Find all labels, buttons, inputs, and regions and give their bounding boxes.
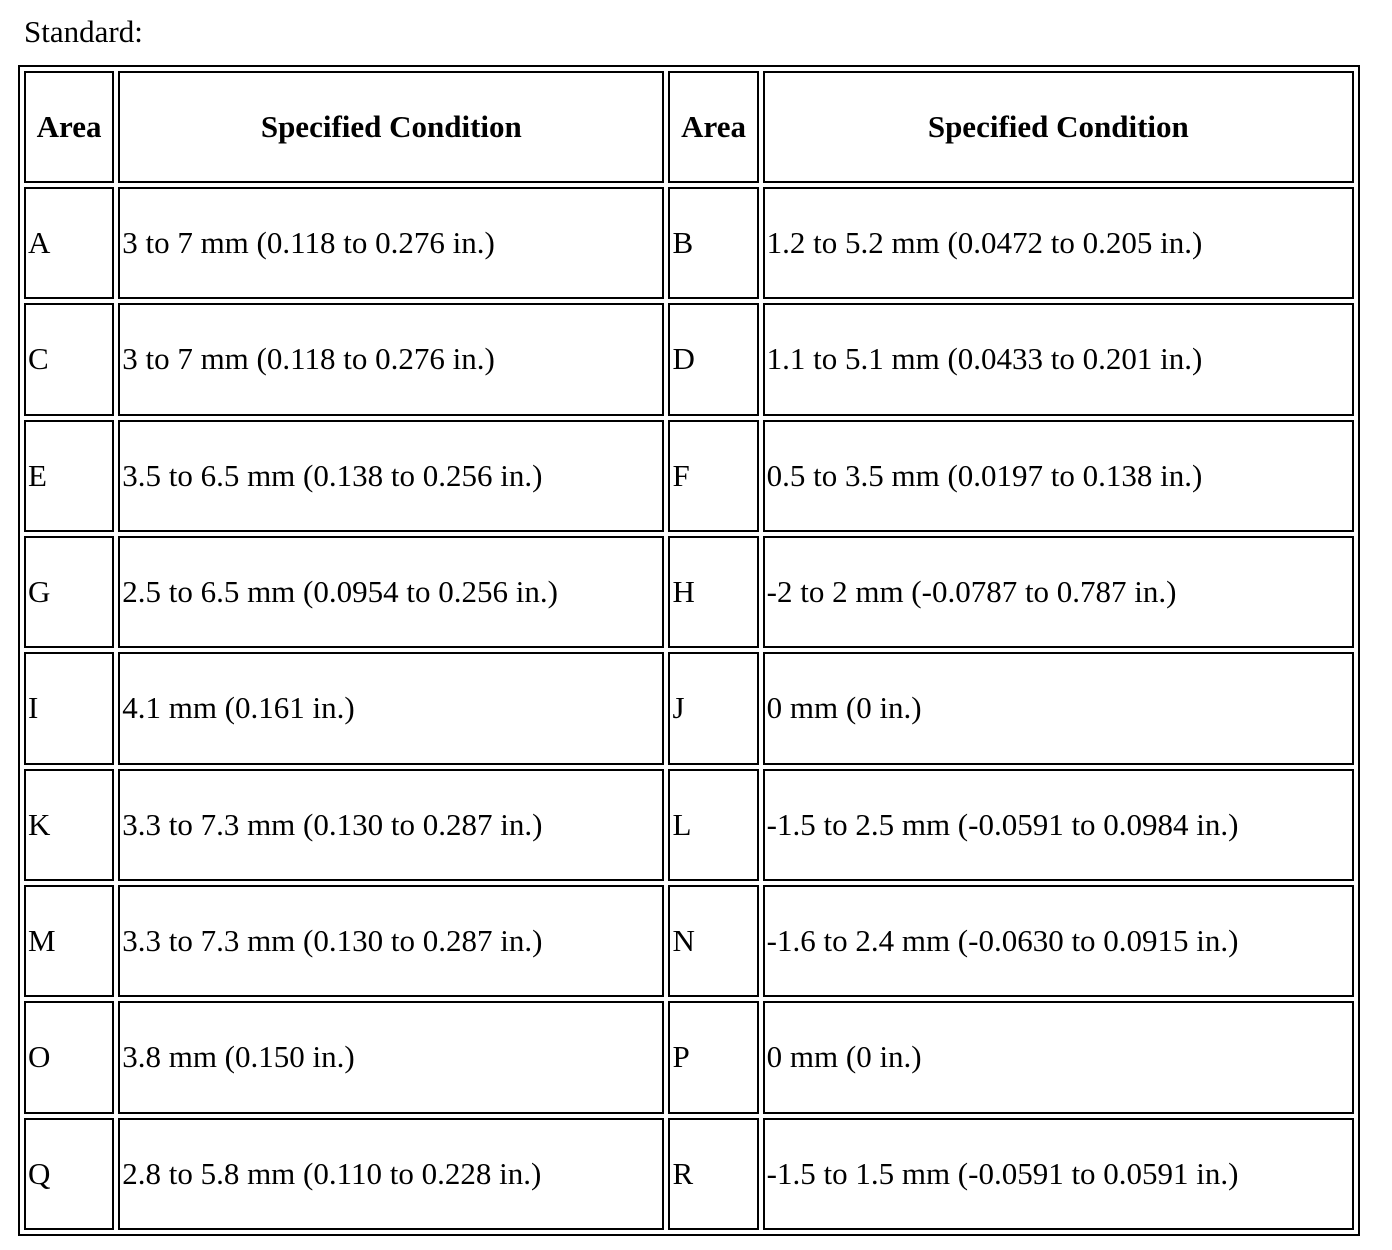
cell-area-left: O [24,1001,114,1113]
cell-condition-right: 0.5 to 3.5 mm (0.0197 to 0.138 in.) [763,420,1354,532]
cell-condition-left: 3.8 mm (0.150 in.) [118,1001,664,1113]
cell-area-left: Q [24,1118,114,1230]
cell-condition-right: 0 mm (0 in.) [763,1001,1354,1113]
table-body [24,187,1354,1230]
cell-condition-left: 3.5 to 6.5 mm (0.138 to 0.256 in.) [118,420,664,532]
cell-area-right: P [668,1001,758,1113]
cell-area-left: I [24,652,114,764]
cell-condition-left: 3 to 7 mm (0.118 to 0.276 in.) [118,303,664,415]
cell-condition-left: 3.3 to 7.3 mm (0.130 to 0.287 in.) [118,769,664,881]
cell-condition-right: -1.5 to 2.5 mm (-0.0591 to 0.0984 in.) [763,769,1354,881]
table-row [24,187,1354,299]
cell-condition-right: -1.5 to 1.5 mm (-0.0591 to 0.0591 in.) [763,1118,1354,1230]
cell-area-right: R [668,1118,758,1230]
cell-condition-right: 0 mm (0 in.) [763,652,1354,764]
cell-area-left: M [24,885,114,997]
cell-area-left: K [24,769,114,881]
cell-condition-right: -2 to 2 mm (-0.0787 to 0.787 in.) [763,536,1354,648]
header-condition-right: Specified Condition [763,71,1354,183]
table-row [24,885,1354,997]
cell-condition-right: 1.1 to 5.1 mm (0.0433 to 0.201 in.) [763,303,1354,415]
cell-area-left: A [24,187,114,299]
cell-area-right: H [668,536,758,648]
cell-area-right: F [668,420,758,532]
cell-area-right: N [668,885,758,997]
table-header [24,71,1354,183]
cell-area-right: L [668,769,758,881]
cell-condition-left: 3.3 to 7.3 mm (0.130 to 0.287 in.) [118,885,664,997]
cell-condition-right: 1.2 to 5.2 mm (0.0472 to 0.205 in.) [763,187,1354,299]
table-row [24,769,1354,881]
cell-area-right: D [668,303,758,415]
header-row [24,71,1354,183]
table-row [24,1001,1354,1113]
header-area-left: Area [24,71,114,183]
cell-area-right: J [668,652,758,764]
cell-condition-left: 2.8 to 5.8 mm (0.110 to 0.228 in.) [118,1118,664,1230]
table-row [24,1118,1354,1230]
cell-condition-left: 2.5 to 6.5 mm (0.0954 to 0.256 in.) [118,536,664,648]
cell-area-left: E [24,420,114,532]
header-area-right: Area [668,71,758,183]
cell-condition-right: -1.6 to 2.4 mm (-0.0630 to 0.0915 in.) [763,885,1354,997]
specification-table [18,65,1360,1236]
table-row [24,420,1354,532]
cell-area-left: G [24,536,114,648]
table-row [24,536,1354,648]
table-row [24,652,1354,764]
cell-condition-left: 3 to 7 mm (0.118 to 0.276 in.) [118,187,664,299]
cell-condition-left: 4.1 mm (0.161 in.) [118,652,664,764]
page-heading: Standard: [24,14,143,49]
table-row [24,303,1354,415]
cell-area-left: C [24,303,114,415]
header-condition-left: Specified Condition [118,71,664,183]
cell-area-right: B [668,187,758,299]
